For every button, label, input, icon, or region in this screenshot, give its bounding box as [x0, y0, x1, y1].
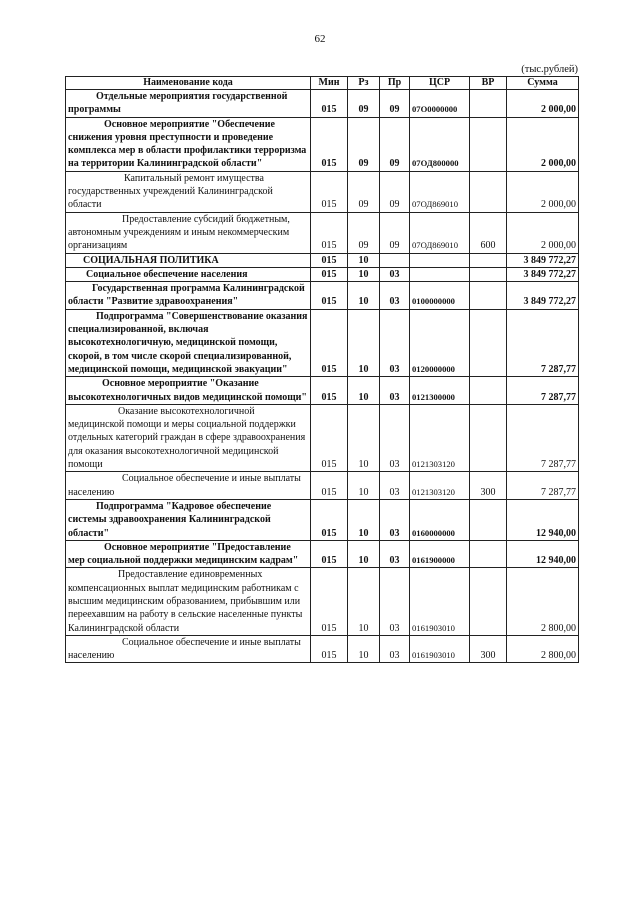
page-number: 62	[314, 33, 326, 45]
cell-pr: 03	[380, 377, 410, 405]
header-csr: ЦСР	[410, 77, 470, 90]
header-rz: Рз	[348, 77, 380, 90]
cell-pr: 03	[380, 404, 410, 471]
table-row	[66, 90, 579, 118]
cell-rz: 09	[348, 171, 380, 212]
cell-min: 015	[311, 635, 348, 663]
cell-name: Подпрограмма "Кадровое обеспечение системы здравоохранения Калининградской области"	[66, 499, 311, 540]
cell-pr: 09	[380, 90, 410, 118]
table-row	[66, 472, 579, 500]
cell-name: Оказание высокотехнологичной медицинской помощи и меры социальной поддержки отдельных категорий граждан в сфере здравоохранения для оказания высокотехнологичной медицинской помощи	[66, 404, 311, 471]
cell-csr: 07О0000000	[410, 90, 470, 118]
cell-rz: 10	[348, 568, 380, 635]
cell-name: Социальное обеспечение населения	[66, 267, 311, 281]
cell-csr: 0121300000	[410, 377, 470, 405]
cell-name: Подпрограмма "Совершенствование оказания специализированной, включая высокотехнологичную, медицинской помощи, скорой, в том числе скорой специализированной, медицинской помощи, медицинской эвакуации"	[66, 309, 311, 376]
cell-name: Предоставление субсидий бюджетным, автономным учреждениям и иным некоммерческим организациям	[66, 212, 311, 253]
cell-vr	[470, 377, 507, 405]
table-row	[66, 309, 579, 376]
cell-sum: 3 849 772,27	[507, 282, 579, 310]
table-row	[66, 212, 579, 253]
cell-sum: 2 000,00	[507, 212, 579, 253]
cell-vr	[470, 117, 507, 171]
cell-vr: 300	[470, 472, 507, 500]
cell-csr: 0160000000	[410, 499, 470, 540]
cell-sum: 2 000,00	[507, 171, 579, 212]
cell-rz: 10	[348, 377, 380, 405]
table-row	[66, 499, 579, 540]
cell-min: 015	[311, 499, 348, 540]
cell-vr: 600	[470, 212, 507, 253]
table-row	[66, 253, 579, 267]
cell-csr: 0121303120	[410, 404, 470, 471]
cell-sum: 7 287,77	[507, 377, 579, 405]
table-row	[66, 635, 579, 663]
cell-vr: 300	[470, 635, 507, 663]
table-row	[66, 404, 579, 471]
cell-pr: 03	[380, 267, 410, 281]
cell-sum: 3 849 772,27	[507, 267, 579, 281]
cell-csr	[410, 267, 470, 281]
cell-rz: 10	[348, 499, 380, 540]
cell-min: 015	[311, 90, 348, 118]
cell-sum: 12 940,00	[507, 540, 579, 568]
cell-pr: 09	[380, 171, 410, 212]
cell-vr	[470, 540, 507, 568]
cell-sum: 7 287,77	[507, 404, 579, 471]
cell-vr	[470, 309, 507, 376]
cell-csr: 0161903010	[410, 635, 470, 663]
cell-name: Социальное обеспечение и иные выплаты населению	[66, 635, 311, 663]
cell-rz: 10	[348, 309, 380, 376]
header-name: Наименование кода	[66, 77, 311, 90]
header-row	[66, 77, 579, 90]
cell-pr: 03	[380, 499, 410, 540]
cell-name: Основное мероприятие "Предоставление мер социальной поддержки медицинским кадрам"	[66, 540, 311, 568]
cell-rz: 10	[348, 635, 380, 663]
cell-name: Основное мероприятие "Обеспечение снижения уровня преступности и проведение комплекса мер в области профилактики терроризма на территории Калининградской области"	[66, 117, 311, 171]
cell-min: 015	[311, 117, 348, 171]
cell-csr	[410, 253, 470, 267]
cell-name: СОЦИАЛЬНАЯ ПОЛИТИКА	[66, 253, 311, 267]
cell-min: 015	[311, 568, 348, 635]
cell-name: Отдельные мероприятия государственной программы	[66, 90, 311, 118]
cell-rz: 09	[348, 212, 380, 253]
cell-vr	[470, 499, 507, 540]
cell-vr	[470, 282, 507, 310]
cell-vr	[470, 171, 507, 212]
cell-pr: 03	[380, 309, 410, 376]
cell-min: 015	[311, 377, 348, 405]
table-row	[66, 117, 579, 171]
table-row	[66, 282, 579, 310]
cell-min: 015	[311, 253, 348, 267]
cell-min: 015	[311, 171, 348, 212]
cell-pr: 09	[380, 212, 410, 253]
cell-sum: 2 000,00	[507, 117, 579, 171]
cell-sum: 7 287,77	[507, 309, 579, 376]
table-row	[66, 540, 579, 568]
cell-min: 015	[311, 282, 348, 310]
cell-csr: 0120000000	[410, 309, 470, 376]
cell-min: 015	[311, 212, 348, 253]
cell-rz: 10	[348, 540, 380, 568]
cell-vr	[470, 90, 507, 118]
cell-csr: 0100000000	[410, 282, 470, 310]
cell-vr	[470, 404, 507, 471]
cell-rz: 10	[348, 472, 380, 500]
cell-rz: 10	[348, 267, 380, 281]
cell-csr: 07ОД869010	[410, 171, 470, 212]
cell-pr: 09	[380, 117, 410, 171]
cell-sum: 2 800,00	[507, 568, 579, 635]
cell-pr	[380, 253, 410, 267]
cell-rz: 09	[348, 117, 380, 171]
header-vr: ВР	[470, 77, 507, 90]
cell-sum: 2 000,00	[507, 90, 579, 118]
cell-vr	[470, 568, 507, 635]
header-sum: Сумма	[507, 77, 579, 90]
cell-name: Основное мероприятие "Оказание высокотехнологичных видов медицинской помощи"	[66, 377, 311, 405]
header-min: Мин	[311, 77, 348, 90]
units-label: (тыс.рублей)	[521, 64, 578, 75]
cell-pr: 03	[380, 540, 410, 568]
cell-csr: 07ОД800000	[410, 117, 470, 171]
cell-pr: 03	[380, 635, 410, 663]
cell-min: 015	[311, 267, 348, 281]
cell-sum: 3 849 772,27	[507, 253, 579, 267]
cell-csr: 07ОД869010	[410, 212, 470, 253]
cell-rz: 10	[348, 282, 380, 310]
cell-min: 015	[311, 404, 348, 471]
cell-min: 015	[311, 540, 348, 568]
table-row	[66, 568, 579, 635]
cell-rz: 09	[348, 90, 380, 118]
cell-rz: 10	[348, 253, 380, 267]
cell-pr: 03	[380, 282, 410, 310]
cell-csr: 0121303120	[410, 472, 470, 500]
cell-sum: 2 800,00	[507, 635, 579, 663]
budget-table	[65, 76, 579, 663]
cell-min: 015	[311, 472, 348, 500]
cell-rz: 10	[348, 404, 380, 471]
header-pr: Пр	[380, 77, 410, 90]
cell-name: Капитальный ремонт имущества государственных учреждений Калининградской области	[66, 171, 311, 212]
cell-csr: 0161900000	[410, 540, 470, 568]
cell-csr: 0161903010	[410, 568, 470, 635]
cell-pr: 03	[380, 568, 410, 635]
table-row	[66, 267, 579, 281]
cell-vr	[470, 253, 507, 267]
cell-name: Государственная программа Калининградской области "Развитие здравоохранения"	[66, 282, 311, 310]
cell-name: Предоставление единовременных компенсационных выплат медицинским работникам с высшим медицинским образованием, прибывшим или переехавшим на работу в сельские населенные пункты Калининградской области	[66, 568, 311, 635]
cell-min: 015	[311, 309, 348, 376]
cell-pr: 03	[380, 472, 410, 500]
cell-name: Социальное обеспечение и иные выплаты населению	[66, 472, 311, 500]
cell-vr	[470, 267, 507, 281]
table-row	[66, 171, 579, 212]
cell-sum: 12 940,00	[507, 499, 579, 540]
cell-sum: 7 287,77	[507, 472, 579, 500]
table-row	[66, 377, 579, 405]
